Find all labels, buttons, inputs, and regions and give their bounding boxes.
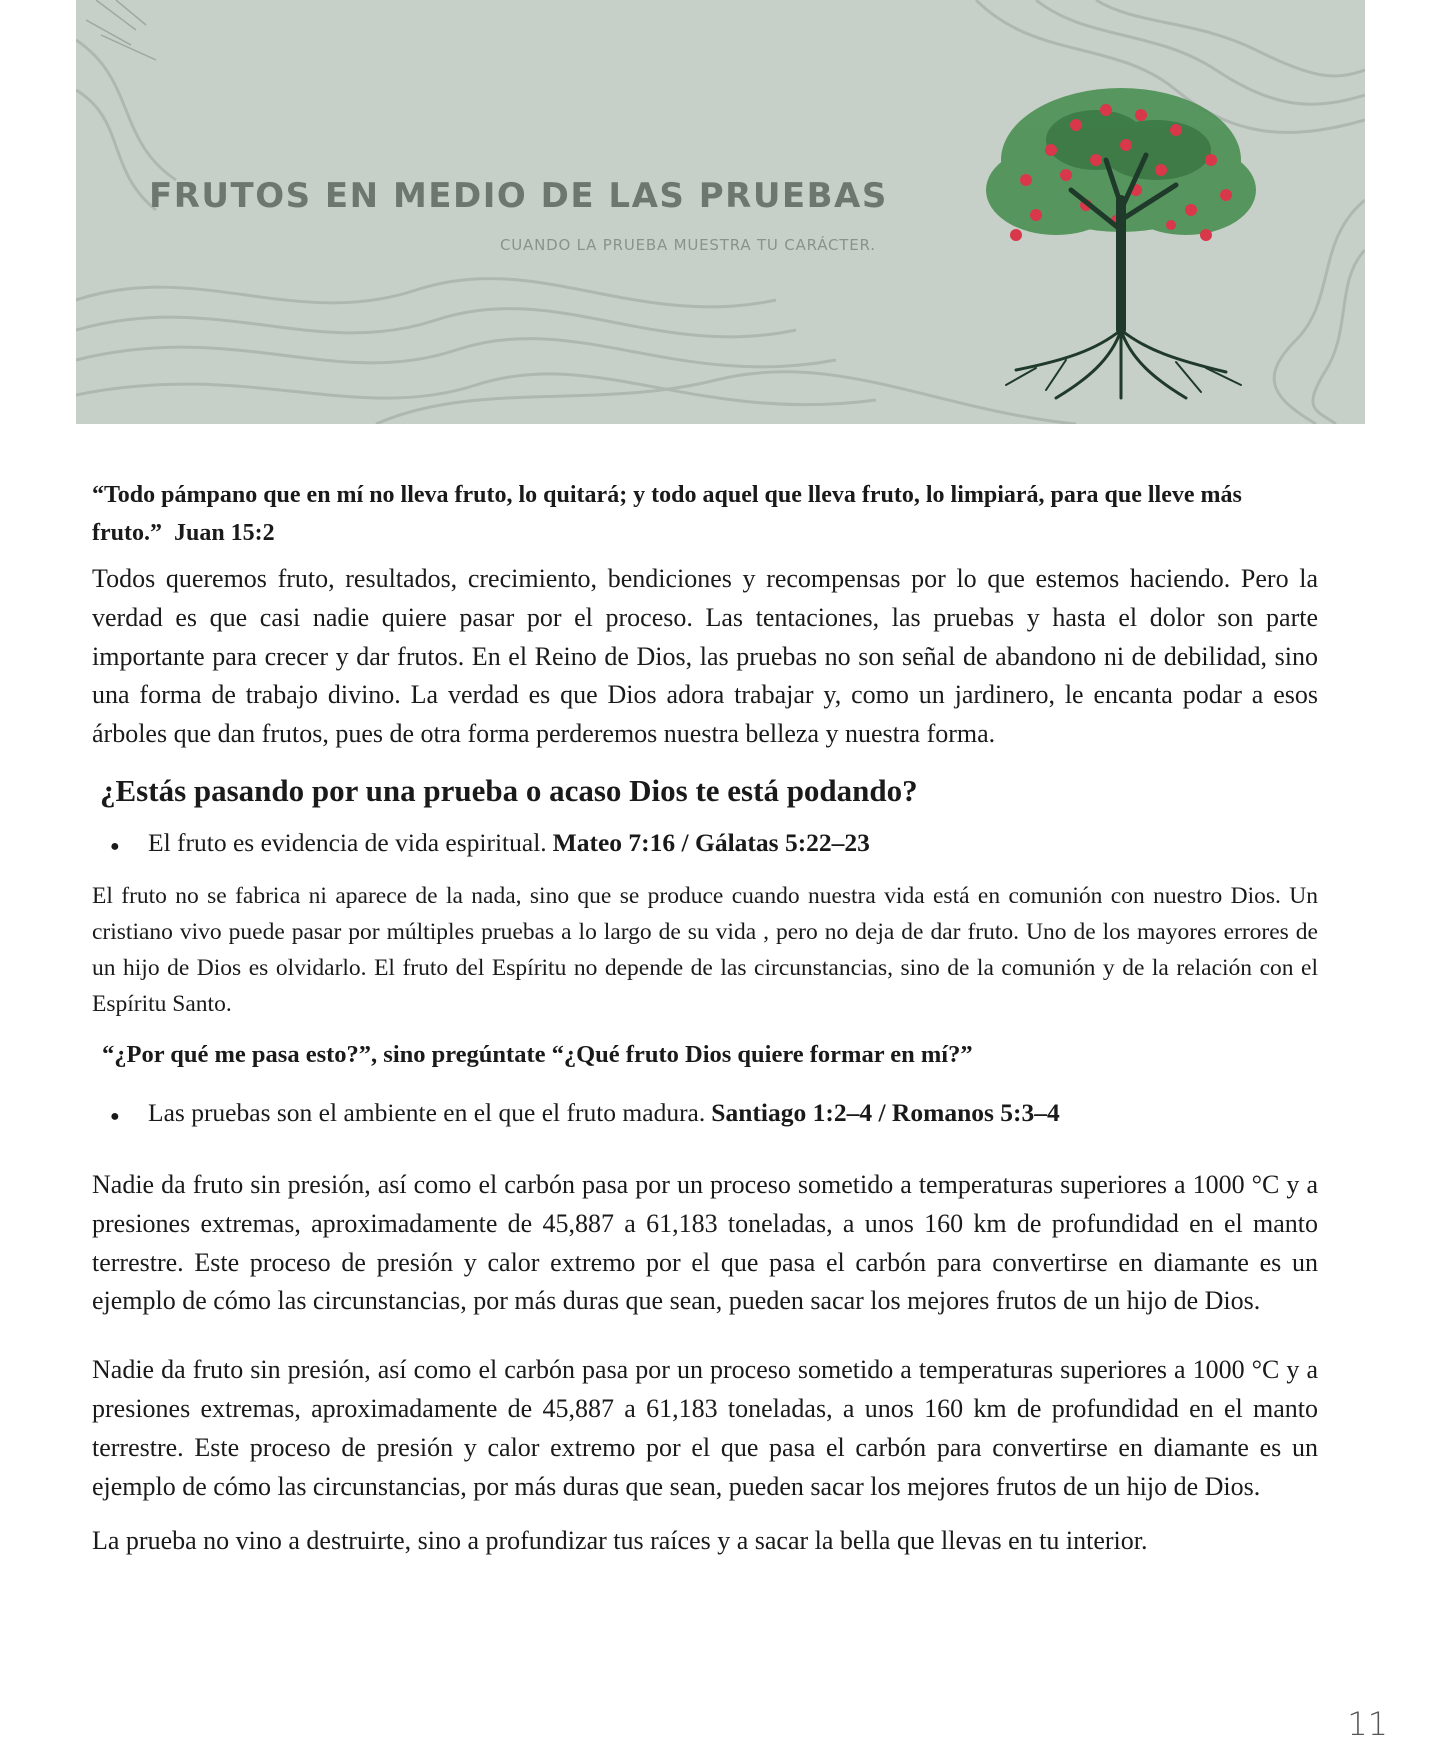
bullet-text: El fruto es evidencia de vida espiritual. <box>148 827 547 857</box>
section-heading: ¿Estás pasando por una prueba o acaso Dios te está podando? <box>100 772 918 808</box>
page-number: 11 <box>1347 1705 1388 1743</box>
bullet-item <box>92 1094 1318 1136</box>
paragraph-fruit-communion: El fruto no se fabrica ni aparece de la nada, sino que se produce cuando nuestra vida está en comunión con nuestro Dios. Un cristiano vivo puede pasar por múltiples pruebas a lo largo de su vida , pero no deja de dar fruto. Uno de los mayores errores de un hijo de Dios es olvidarlo. El fruto del Espíritu no depende de las circunstancias, sino de la comunión y de la relación con el Espíritu Santo. <box>92 882 1318 1017</box>
bullet-references: Santiago 1:2–4 / Romanos 5:3–4 <box>711 1097 1060 1127</box>
bullet-item <box>92 824 1318 866</box>
bible-verse <box>92 476 1318 552</box>
bullet-icon: ● <box>110 837 120 855</box>
bold-question: “¿Por qué me pasa esto?”, sino pregúntate “¿Qué fruto Dios quiere formar en mí?” <box>102 1040 973 1068</box>
verse-text: “Todo pámpano que en mí no lleva fruto, lo quitará; y todo aquel que lleva fruto, lo limpiará, para que lleve más fruto.” <box>92 482 1242 546</box>
fruit-tree-illustration <box>976 80 1266 400</box>
bullet-references: Mateo 7:16 / Gálatas 5:22–23 <box>552 827 870 857</box>
bullet-text: Las pruebas son el ambiente en el que el fruto madura. <box>148 1097 706 1127</box>
paragraph-pressure-repeat: Nadie da fruto sin presión, así como el carbón pasa por un proceso sometido a temperaturas superiores a 1000 °C y a presiones extremas, aproximadamente de 45,887 a 61,183 toneladas, a unos 160 km de profundidad en el manto terrestre. Este proceso de presión y calor extremo por el que pasa el carbón para convertirse en diamante es un ejemplo de cómo las circunstancias, por más duras que sean, pueden sacar los mejores frutos de un hijo de Dios. <box>92 1355 1318 1501</box>
banner-subtitle: CUANDO LA PRUEBA MUESTRA TU CARÁCTER. <box>500 236 876 254</box>
paragraph-pressure: Nadie da fruto sin presión, así como el carbón pasa por un proceso sometido a temperaturas superiores a 1000 °C y a presiones extremas, aproximadamente de 45,887 a 61,183 toneladas, a unos 160 km de profundidad en el manto terrestre. Este proceso de presión y calor extremo por el que pasa el carbón para convertirse en diamante es un ejemplo de cómo las circunstancias, por más duras que sean, pueden sacar los mejores frutos de un hijo de Dios. <box>92 1169 1318 1316</box>
banner-title: FRUTOS EN MEDIO DE LAS PRUEBAS <box>149 176 888 216</box>
verse-reference: Juan 15:2 <box>173 520 275 546</box>
bullet-icon: ● <box>110 1107 120 1125</box>
header-banner <box>76 0 1365 424</box>
article-body <box>92 476 1318 1577</box>
intro-paragraph: Todos queremos fruto, resultados, crecimiento, bendiciones y recompensas por lo que estemos haciendo. Pero la verdad es que casi nadie quiere pasar por el proceso. Las tentaciones, las pruebas y hasta el dolor son parte importante para crecer y dar frutos. En el Reino de Dios, las pruebas no son señal de abandono ni de debilidad, sino una forma de trabajo divino. La verdad es que Dios adora trabajar y, como un jardinero, le encanta podar a esos árboles que dan frutos, pues de otra forma perderemos nuestra belleza y nuestra forma. <box>92 564 1318 749</box>
closing-sentence: La prueba no vino a destruirte, sino a profundizar tus raíces y a sacar la bella que llevas en tu interior. <box>92 1526 1148 1556</box>
